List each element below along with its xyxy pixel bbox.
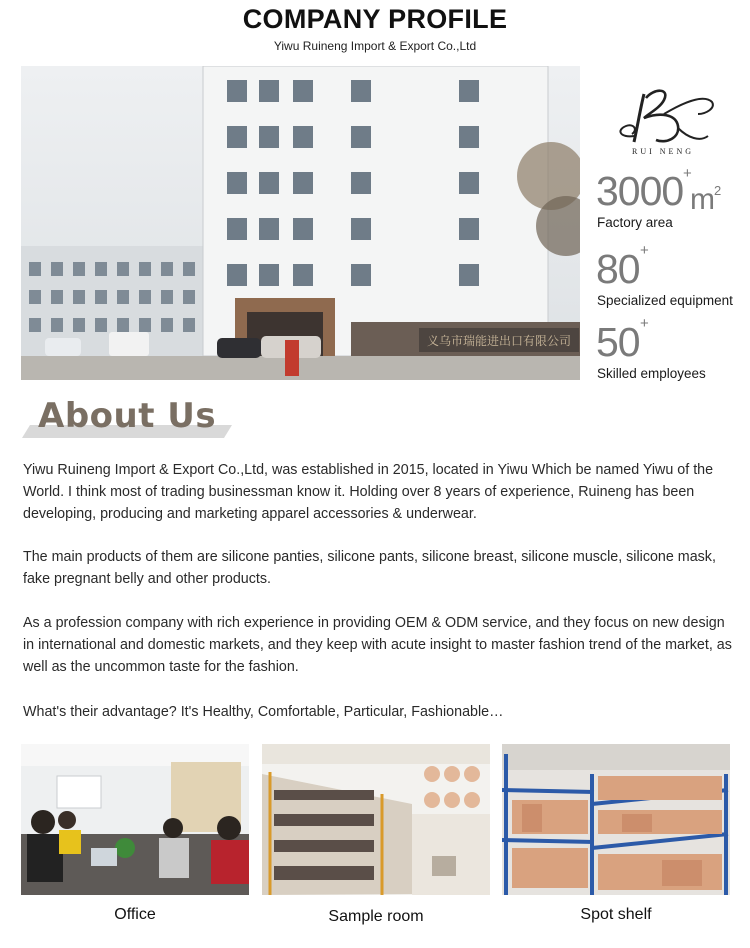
spot-shelf-photo [502,744,730,895]
about-paragraph-3: As a profession company with rich experience in providing OEM & ODM service, and they focus on new design in international and domestic markets, and they keep with acute insight to master fashion trend of the market, as well as the uncommon taste for the fashion. [23,615,732,675]
about-paragraph-1: Yiwu Ruineng Import & Export Co.,Ltd, was established in 2015, located in Yiwu Which be named Yiwu of the World. I think most of trading businessman know it. Holding over 8 years of experience, Ruineng has been developing, producing and marketing apparel accessories & underwear. [23,462,714,522]
stat-employees-value: 50 [596,319,640,365]
logo-text: RUI NENG [632,147,694,156]
sample-room-photo [262,744,490,895]
stat-equipment-plus: + [640,242,649,259]
office-caption: Office [114,906,156,923]
stat-factory-area-value: 3000 [596,168,684,214]
stat-employees-label: Skilled employees [597,366,706,381]
spot-shelf-caption: Spot shelf [580,906,652,923]
stat-equipment-label: Specialized equipment [597,293,733,308]
about-heading: About Us [38,396,217,436]
stat-employees-plus: + [640,315,649,332]
office-photo [21,744,249,895]
sample-room-caption: Sample room [328,908,424,925]
stat-factory-area-plus: + [683,165,692,182]
stat-factory-area-label: Factory area [597,215,673,230]
building-sign-text: 义乌市瑞能进出口有限公司 [426,334,572,348]
stat-factory-area-unit: m [690,183,715,216]
stat-equipment-value: 80 [596,246,640,292]
company-subtitle: Yiwu Ruineng Import & Export Co.,Ltd [273,39,477,53]
about-paragraph-2: The main products of them are silicone panties, silicone pants, silicone breast, silicone muscle, silicone mask, fake pregnant belly and other products. [23,549,716,587]
about-paragraph-4: What's their advantage? It's Healthy, Comfortable, Particular, Fashionable… [23,704,504,720]
factory-building-photo [21,66,580,380]
page-title: COMPANY PROFILE [242,4,508,34]
stat-factory-area-unit-exponent: 2 [714,183,722,198]
